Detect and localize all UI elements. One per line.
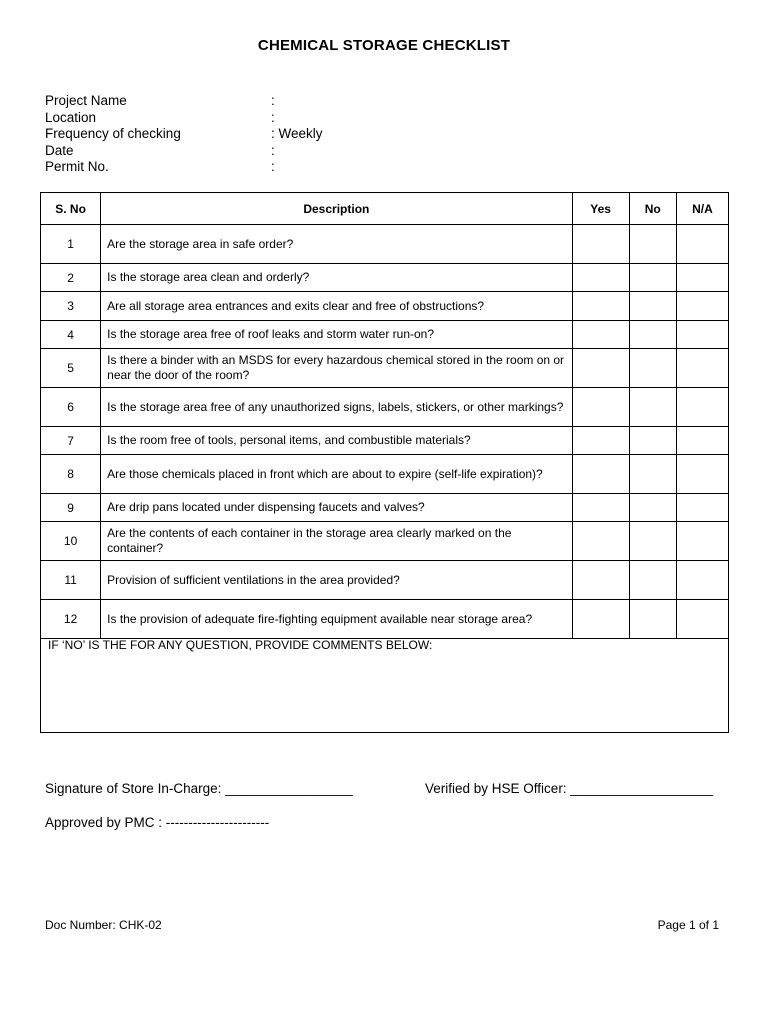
na-cell[interactable] xyxy=(676,349,728,388)
yes-cell[interactable] xyxy=(572,225,629,264)
row-description: Is the storage area free of any unauthorized signs, labels, stickers, or other markings? xyxy=(101,388,572,427)
frequency-label: Frequency of checking xyxy=(45,126,181,141)
comments-box[interactable] xyxy=(40,637,729,733)
store-incharge-signature: Signature of Store In-Charge: _________________ xyxy=(45,781,353,796)
date-value: : xyxy=(271,142,275,158)
header-description: Description xyxy=(101,193,572,225)
na-cell[interactable] xyxy=(676,561,728,600)
na-cell[interactable] xyxy=(676,388,728,427)
permit-label: Permit No. xyxy=(45,159,109,174)
project-name-label: Project Name xyxy=(45,93,127,108)
table-row xyxy=(41,264,729,292)
na-cell[interactable] xyxy=(676,494,728,522)
yes-cell[interactable] xyxy=(572,349,629,388)
row-number: 5 xyxy=(41,349,101,388)
project-name-row xyxy=(45,93,323,110)
no-cell[interactable] xyxy=(629,292,676,321)
yes-cell[interactable] xyxy=(572,264,629,292)
yes-cell[interactable] xyxy=(572,561,629,600)
permit-value: : xyxy=(271,159,275,174)
row-description: Provision of sufficient ventilations in the area provided? xyxy=(101,561,572,600)
yes-cell[interactable] xyxy=(572,427,629,455)
yes-cell[interactable] xyxy=(572,600,629,639)
table-row xyxy=(41,292,729,321)
table-row xyxy=(41,321,729,349)
row-description: Are the storage area in safe order? xyxy=(101,225,572,264)
na-cell[interactable] xyxy=(676,600,728,639)
table-row xyxy=(41,455,729,494)
row-description: Is the room free of tools, personal items, and combustible materials? xyxy=(101,427,572,455)
frequency-row xyxy=(45,126,323,143)
na-cell[interactable] xyxy=(676,225,728,264)
yes-cell[interactable] xyxy=(572,455,629,494)
location-label: Location xyxy=(45,109,97,125)
table-row xyxy=(41,494,729,522)
row-description: Is the storage area clean and orderly? xyxy=(101,264,572,292)
row-description: Is the provision of adequate fire-fighting equipment available near storage area? xyxy=(101,600,572,639)
yes-cell[interactable] xyxy=(572,494,629,522)
yes-cell[interactable] xyxy=(572,522,629,561)
no-cell[interactable] xyxy=(629,522,676,561)
page-title: CHEMICAL STORAGE CHECKLIST xyxy=(257,37,511,54)
row-number: 9 xyxy=(41,494,101,522)
date-label: Date xyxy=(45,142,74,158)
row-description: Are the contents of each container in the storage area clearly marked on the container? xyxy=(101,522,572,561)
row-description: Is the storage area free of roof leaks and storm water run-on? xyxy=(101,321,572,349)
no-cell[interactable] xyxy=(629,225,676,264)
na-cell[interactable] xyxy=(676,292,728,321)
project-info xyxy=(45,93,323,176)
page-number: Page 1 of 1 xyxy=(657,918,719,932)
na-cell[interactable] xyxy=(676,321,728,349)
no-cell[interactable] xyxy=(629,561,676,600)
na-cell[interactable] xyxy=(676,522,728,561)
row-number: 6 xyxy=(41,388,101,427)
row-number: 10 xyxy=(41,522,101,561)
row-description: Is there a binder with an MSDS for every hazardous chemical stored in the room on or near the door of the room? xyxy=(101,349,572,388)
hse-officer-signature: Verified by HSE Officer: ___________________ xyxy=(425,781,713,796)
header-na: N/A xyxy=(676,193,728,225)
row-number: 8 xyxy=(41,455,101,494)
no-cell[interactable] xyxy=(629,321,676,349)
na-cell[interactable] xyxy=(676,264,728,292)
yes-cell[interactable] xyxy=(572,388,629,427)
row-description: Are those chemicals placed in front which are about to expire (self-life expiration)? xyxy=(101,455,572,494)
no-cell[interactable] xyxy=(629,388,676,427)
project-name-value: : xyxy=(271,93,275,108)
no-cell[interactable] xyxy=(629,600,676,639)
pmc-approval: Approved by PMC : ----------------------- xyxy=(45,815,270,830)
no-cell[interactable] xyxy=(629,349,676,388)
location-row xyxy=(45,110,323,127)
no-cell[interactable] xyxy=(629,427,676,455)
location-value: : xyxy=(271,109,275,125)
permit-row xyxy=(45,159,323,176)
table-row xyxy=(41,225,729,264)
table-row xyxy=(41,522,729,561)
row-description: Are all storage area entrances and exits clear and free of obstructions? xyxy=(101,292,572,321)
table-row xyxy=(41,388,729,427)
table-row xyxy=(41,600,729,639)
header-sno: S. No xyxy=(41,193,101,225)
row-number: 1 xyxy=(41,225,101,264)
no-cell[interactable] xyxy=(629,455,676,494)
table-row xyxy=(41,561,729,600)
header-yes: Yes xyxy=(572,193,629,225)
table-header-row xyxy=(41,193,729,225)
checklist-table xyxy=(40,192,729,639)
frequency-value: : Weekly xyxy=(271,126,323,141)
comments-label: IF ‘NO’ IS THE FOR ANY QUESTION, PROVIDE COMMENTS BELOW: xyxy=(48,638,433,652)
row-description: Are drip pans located under dispensing faucets and valves? xyxy=(101,494,572,522)
no-cell[interactable] xyxy=(629,494,676,522)
row-number: 2 xyxy=(41,264,101,292)
table-row xyxy=(41,427,729,455)
row-number: 4 xyxy=(41,321,101,349)
table-row xyxy=(41,349,729,388)
date-row xyxy=(45,143,323,160)
no-cell[interactable] xyxy=(629,264,676,292)
na-cell[interactable] xyxy=(676,455,728,494)
yes-cell[interactable] xyxy=(572,321,629,349)
row-number: 3 xyxy=(41,292,101,321)
row-number: 7 xyxy=(41,427,101,455)
row-number: 11 xyxy=(41,561,101,600)
row-number: 12 xyxy=(41,600,101,639)
doc-number: Doc Number: CHK-02 xyxy=(45,918,162,932)
na-cell[interactable] xyxy=(676,427,728,455)
yes-cell[interactable] xyxy=(572,292,629,321)
header-no: No xyxy=(629,193,676,225)
